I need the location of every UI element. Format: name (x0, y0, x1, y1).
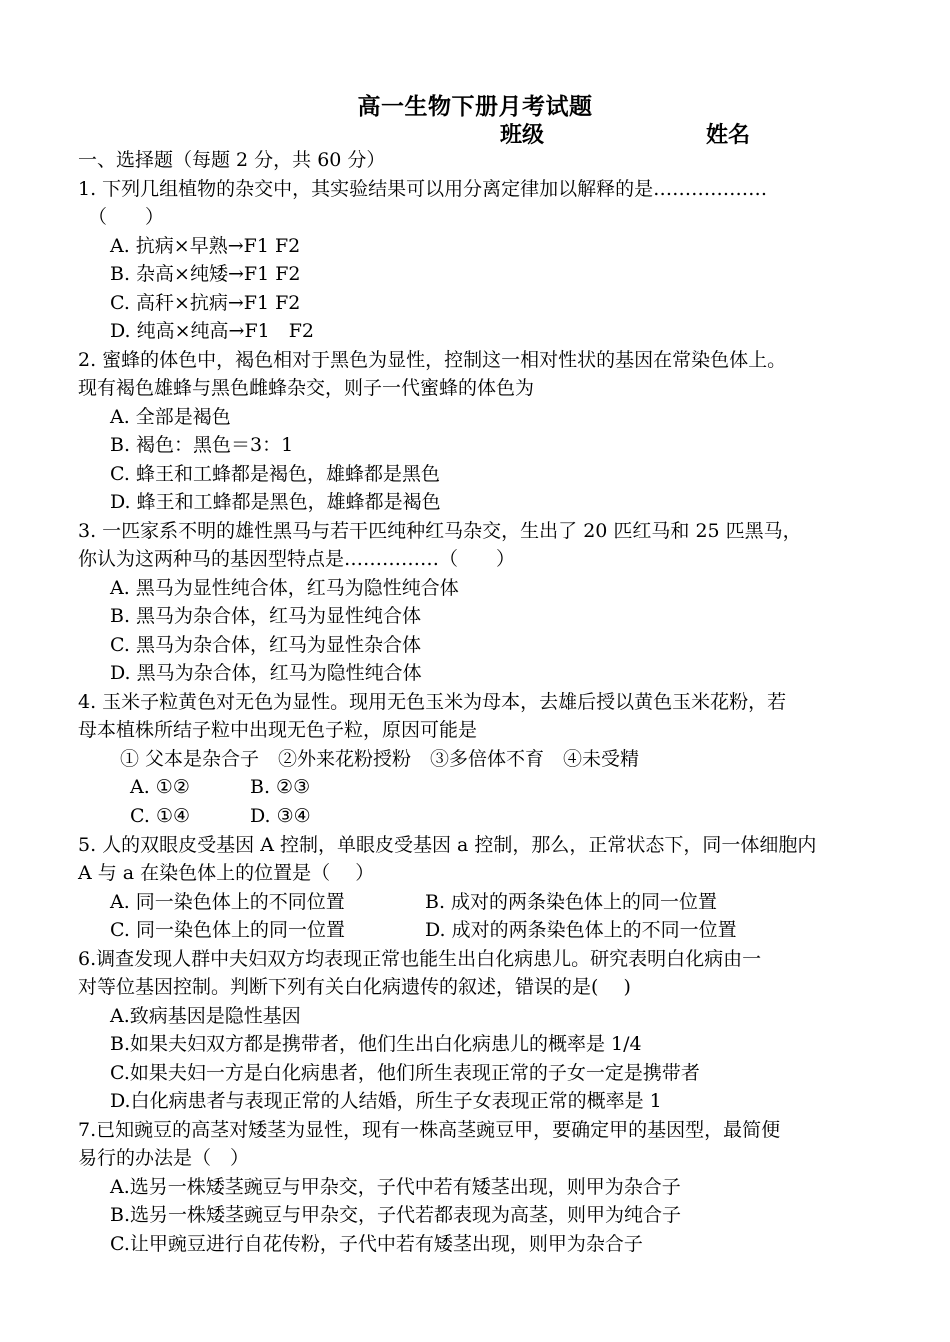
name-label: 姓名 (706, 122, 751, 148)
q5-option-b: B. 成对的两条染色体上的同一位置 (425, 891, 718, 913)
q6-option-a: A.致病基因是隐性基因 (110, 1005, 301, 1027)
q3-option-a: A. 黑马为显性纯合体，红马为隐性纯合体 (110, 577, 459, 599)
q6-option-d: D.白化病患者与表现正常的人结婚，所生子女表现正常的概率是 1 (110, 1090, 662, 1112)
question-7-stem-2: 易行的办法是（ ） (78, 1147, 250, 1169)
q1-option-b: B. 杂高×纯矮→F1 F2 (110, 263, 301, 285)
q4-option-c: C. ①④ (130, 805, 191, 827)
q2-option-d: D. 蜂王和工蜂都是黑色，雄蜂都是褐色 (110, 491, 441, 513)
question-1-blank: （ ） (88, 206, 165, 228)
question-6-stem-1: 6.调查发现人群中夫妇双方均表现正常也能生出白化病患儿。研究表明白化病由一 (78, 948, 762, 970)
class-label: 班级 (500, 122, 545, 148)
question-3-stem-2: 你认为这两种马的基因型特点是……………（ ） (78, 548, 516, 570)
q6-option-b: B.如果夫妇双方都是携带者，他们生出白化病患儿的概率是 1/4 (110, 1033, 642, 1055)
q3-option-d: D. 黑马为杂合体，红马为隐性纯合体 (110, 662, 422, 684)
q5-option-a: A. 同一染色体上的不同位置 (110, 891, 345, 913)
question-7-stem-1: 7.已知豌豆的高茎对矮茎为显性，现有一株高茎豌豆甲，要确定甲的基因型，最简便 (78, 1119, 781, 1141)
q4-option-a: A. ①② (130, 776, 190, 798)
question-5-stem-1: 5. 人的双眼皮受基因 A 控制，单眼皮受基因 a 控制，那么，正常状态下，同一体细胞内 (78, 834, 817, 856)
q2-option-c: C. 蜂王和工蜂都是褐色，雄蜂都是黑色 (110, 463, 440, 485)
question-2-stem-1: 2. 蜜蜂的体色中，褐色相对于黑色为显性，控制这一相对性状的基因在常染色体上。 (78, 349, 787, 371)
question-4-stem-1: 4. 玉米子粒黄色对无色为显性。现用无色玉米为母本，去雄后授以黄色玉米花粉，若 (78, 691, 787, 713)
page-title: 高一生物下册月考试题 (357, 93, 593, 120)
q4-option-b: B. ②③ (250, 776, 311, 798)
question-2-stem-2: 现有褐色雄蜂与黑色雌蜂杂交，则子一代蜜蜂的体色为 (78, 377, 535, 399)
q5-option-c: C. 同一染色体上的同一位置 (110, 919, 345, 941)
q5-option-d: D. 成对的两条染色体上的不同一位置 (425, 919, 737, 941)
q2-option-b: B. 褐色：黑色＝3：1 (110, 434, 294, 456)
question-6-stem-2: 对等位基因控制。判断下列有关白化病遗传的叙述，错误的是( ) (78, 976, 631, 998)
q7-option-c: C.让甲豌豆进行自花传粉，子代中若有矮茎出现，则甲为杂合子 (110, 1233, 643, 1255)
section-heading: 一、选择题（每题 2 分，共 60 分） (78, 149, 386, 171)
q4-reasons: ① 父本是杂合子 ②外来花粉授粉 ③多倍体不育 ④未受精 (120, 748, 640, 770)
q3-option-b: B. 黑马为杂合体，红马为显性纯合体 (110, 605, 422, 627)
q7-option-a: A.选另一株矮茎豌豆与甲杂交，子代中若有矮茎出现，则甲为杂合子 (110, 1176, 681, 1198)
question-1-stem: 1. 下列几组植物的杂交中，其实验结果可以用分离定律加以解释的是……………… (78, 178, 768, 200)
q6-option-c: C.如果夫妇一方是白化病患者，他们所生表现正常的子女一定是携带者 (110, 1062, 700, 1084)
question-5-stem-2: A 与 a 在染色体上的位置是（ ） (78, 862, 375, 884)
q3-option-c: C. 黑马为杂合体，红马为显性杂合体 (110, 634, 421, 656)
q1-option-a: A. 抗病×早熟→F1 F2 (110, 235, 301, 257)
q1-option-d: D. 纯高×纯高→F1 F2 (110, 320, 315, 342)
q1-option-c: C. 高秆×抗病→F1 F2 (110, 292, 301, 314)
question-4-stem-2: 母本植株所结子粒中出现无色子粒，原因可能是 (78, 719, 478, 741)
question-3-stem-1: 3. 一匹家系不明的雄性黑马与若干匹纯种红马杂交，生出了 20 匹红马和 25 匹黑马， (78, 520, 802, 542)
q2-option-a: A. 全部是褐色 (110, 406, 231, 428)
q7-option-b: B.选另一株矮茎豌豆与甲杂交，子代若都表现为高茎，则甲为纯合子 (110, 1204, 682, 1226)
q4-option-d: D. ③④ (250, 805, 311, 827)
